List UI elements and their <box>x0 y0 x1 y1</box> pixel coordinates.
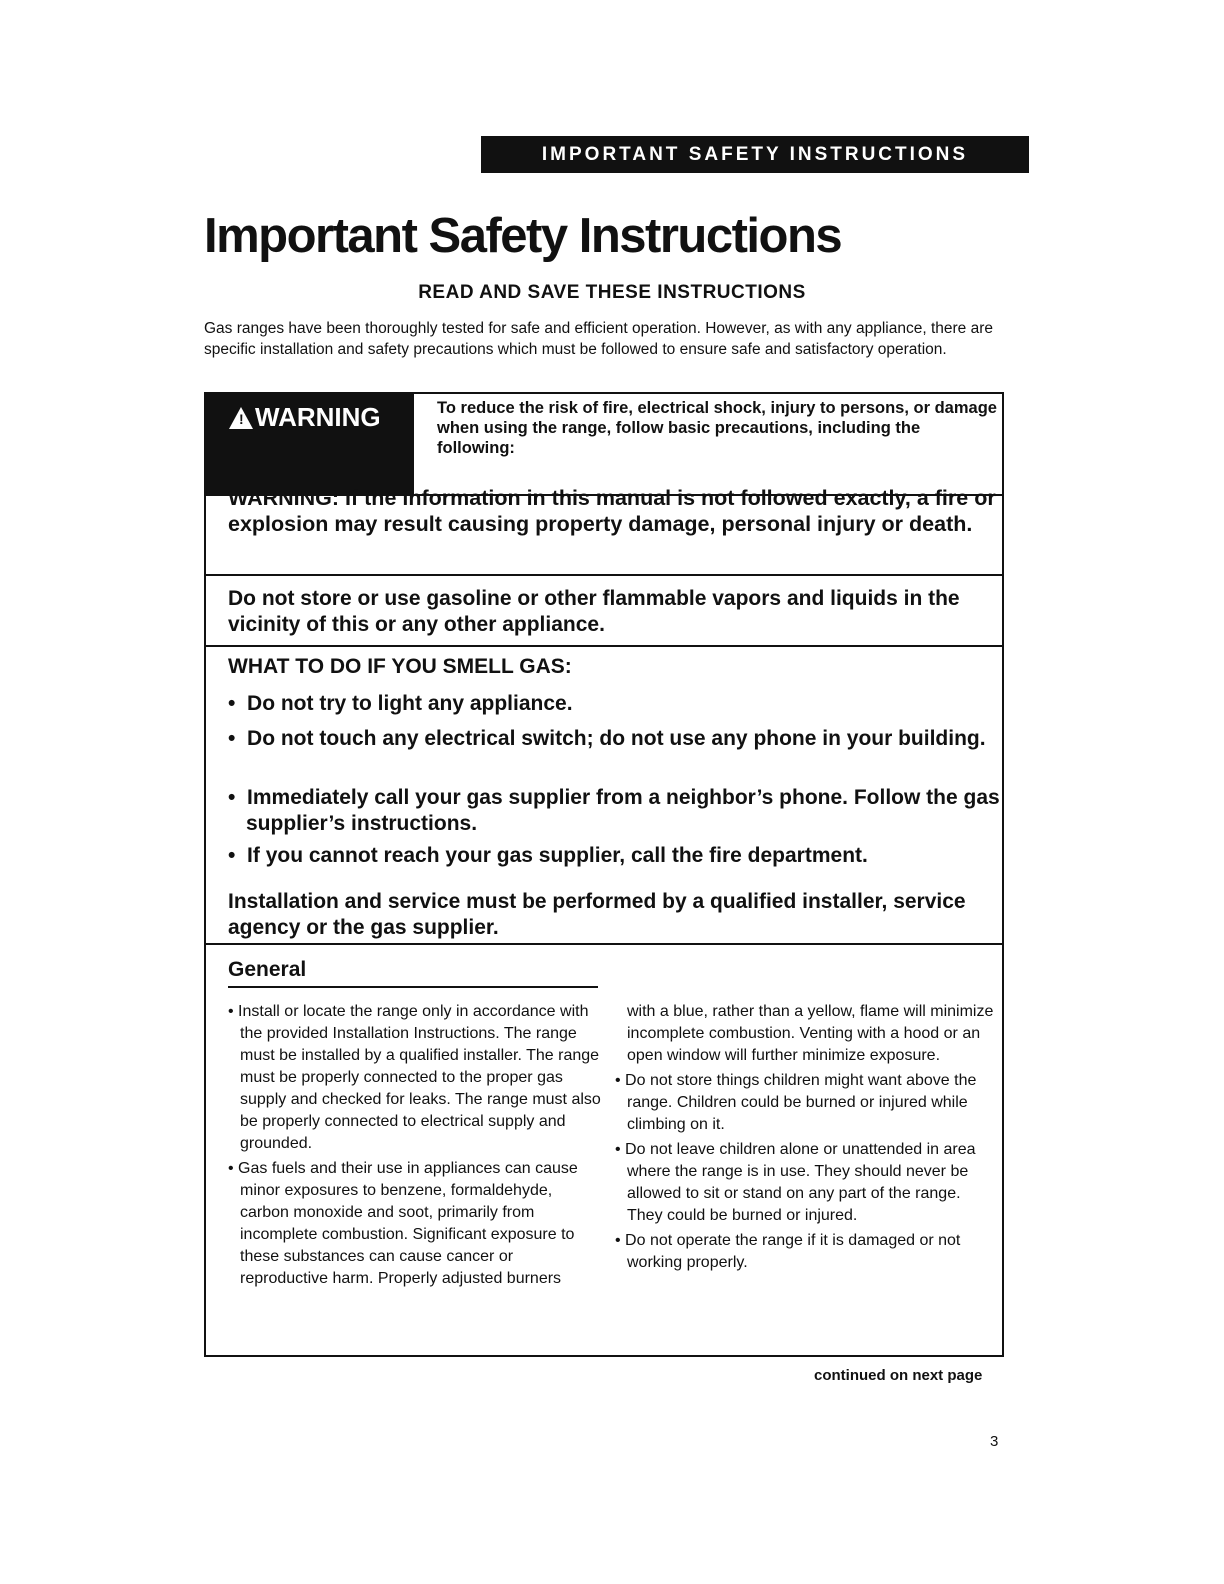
warning-statement: WARNING: If the information in this manual is not followed exactly, a fire or explosion may result causing property damage, personal injury or death. <box>228 486 996 536</box>
list-item: • Do not touch any electrical switch; do not use any phone in your building. <box>228 727 986 750</box>
page-title: Important Safety Instructions <box>204 209 842 263</box>
list-item: • Do not operate the range if it is damaged or not working properly. <box>615 1232 961 1271</box>
list-item: • If you cannot reach your gas supplier, call the fire department. <box>228 844 868 867</box>
list-item: • Do not leave children alone or unattended in area where the range is in use. They should never be allowed to sit or stand on any part of the range. They could be burned or injured. <box>615 1141 976 1224</box>
list-item: • Immediately call your gas supplier from a neighbor’s phone. Follow the gas supplier’s instructions. <box>228 786 1000 835</box>
heading-underline <box>228 986 598 988</box>
divider <box>204 574 1004 576</box>
continued-note: continued on next page <box>814 1367 983 1384</box>
flammable-statement: Do not store or use gasoline or other flammable vapors and liquids in the vicinity of this or any other appliance. <box>228 587 960 636</box>
divider <box>204 645 1004 647</box>
general-left-column <box>228 1001 603 1293</box>
list-item: • Do not try to light any appliance. <box>228 692 573 715</box>
general-right-column <box>615 1001 999 1277</box>
list-item: • Install or locate the range only in accordance with the provided Installation Instructions. The range must be installed by a qualified installer. The range must be properly connected to the proper gas supply and checked for leaks. The range must also be properly connected to electrical supply and grounded. <box>228 1003 601 1152</box>
divider <box>204 943 1004 945</box>
list-item: • Do not store things children might want above the range. Children could be burned or injured while climbing on it. <box>615 1072 977 1133</box>
intro-paragraph: Gas ranges have been thoroughly tested for safe and efficient operation. However, as with any appliance, there are specific installation and safety precautions which must be followed to ensure safe and satisfactory operation. <box>204 320 993 358</box>
list-item: • Gas fuels and their use in appliances can cause minor exposures to benzene, formaldehyde, carbon monoxide and soot, primarily from incomplete combustion. Significant exposure to these substances can cause cancer or reproductive harm. Properly adjusted burners <box>228 1160 578 1287</box>
list-item-continuation: with a blue, rather than a yellow, flame will minimize incomplete combustion. Venting with a hood or an open window will further minimize exposure. <box>627 1003 994 1064</box>
warning-label-text: WARNING <box>255 402 381 432</box>
page-number: 3 <box>990 1433 999 1450</box>
warning-text: To reduce the risk of fire, electrical shock, injury to persons, or damage when using the range, follow basic precautions, including the following: <box>437 399 997 457</box>
installation-statement: Installation and service must be performed by a qualified installer, service agency or the gas supplier. <box>228 890 966 939</box>
section-heading-general: General <box>228 958 307 981</box>
warning-label <box>229 402 381 433</box>
header-bar: IMPORTANT SAFETY INSTRUCTIONS <box>481 136 1029 173</box>
warning-triangle-icon: ! <box>229 407 253 429</box>
page-subtitle: READ AND SAVE THESE INSTRUCTIONS <box>418 282 806 303</box>
smell-gas-heading: WHAT TO DO IF YOU SMELL GAS: <box>228 655 572 678</box>
